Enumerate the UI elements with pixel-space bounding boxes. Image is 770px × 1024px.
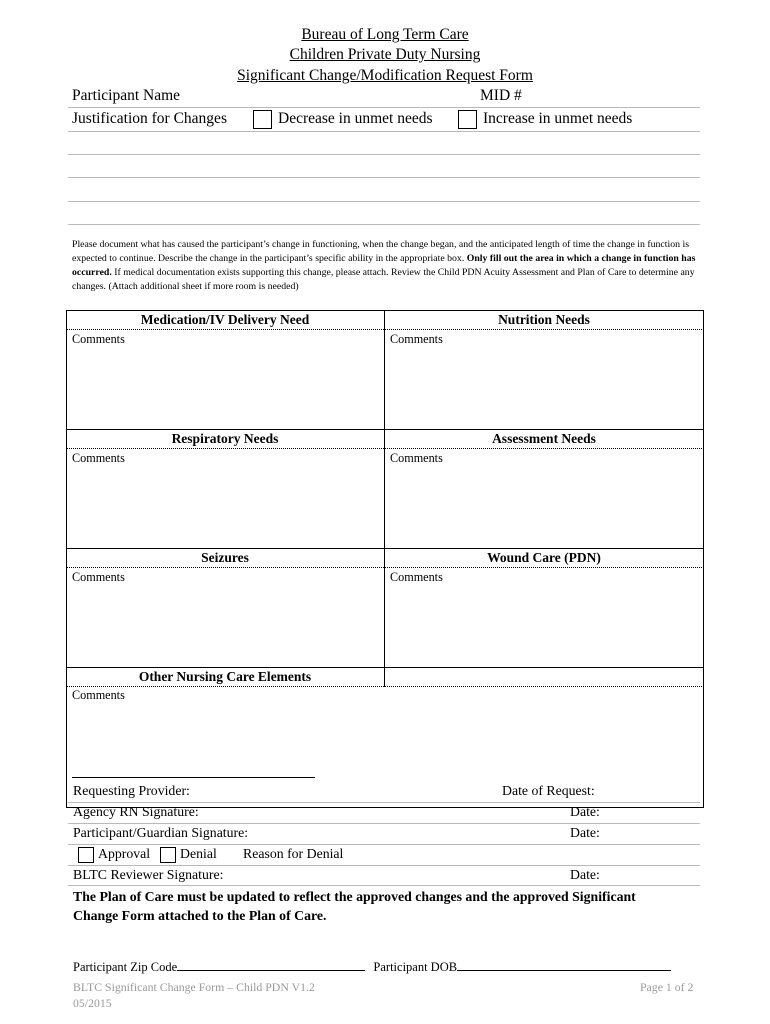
seizures-comments[interactable]: Comments: [72, 570, 125, 584]
reason-for-denial-field[interactable]: [68, 865, 700, 866]
agency-rn-label: Agency RN Signature:: [73, 804, 199, 819]
nutrition-heading: Nutrition Needs: [498, 312, 590, 327]
justification-line[interactable]: [68, 154, 700, 155]
assessment-comments[interactable]: Comments: [390, 451, 443, 465]
reason-for-denial-label: Reason for Denial: [243, 846, 344, 861]
grid-row-line: [66, 667, 704, 668]
form-version: BLTC Significant Change Form – Child PDN V1.2: [73, 980, 315, 994]
notice-line1: The Plan of Care must be updated to reflect the approved changes and the approved Significant: [73, 889, 636, 904]
justification-line[interactable]: [68, 224, 700, 225]
respiratory-comments[interactable]: Comments: [72, 451, 125, 465]
approval-checkbox[interactable]: [78, 847, 94, 863]
participant-guardian-signature-field[interactable]: [68, 844, 700, 845]
header-divider: [66, 567, 384, 568]
denial-checkbox[interactable]: [160, 847, 176, 863]
other-nursing-comments[interactable]: Comments: [72, 688, 125, 702]
header-divider: [66, 448, 384, 449]
dob-label: Participant DOB: [373, 960, 458, 974]
seizures-heading: Seizures: [201, 550, 249, 565]
form-date: 05/2015: [73, 996, 112, 1010]
denial-label: Denial: [180, 846, 217, 861]
comments-underline: [72, 777, 315, 778]
instructions-bold: Only fill out the area in which a change in function has occurred.: [72, 253, 696, 278]
mid-label: MID #: [480, 87, 522, 104]
grid-row-line: [66, 429, 704, 430]
grid-divider: [384, 310, 385, 687]
justification-line[interactable]: [68, 131, 700, 132]
zip-code-label: Participant Zip Code: [73, 960, 178, 974]
form-title-line1: Bureau of Long Term Care: [301, 26, 469, 43]
header-divider: [384, 567, 704, 568]
date-of-request-label: Date of Request:: [502, 783, 595, 798]
form-title-line2: Children Private Duty Nursing: [289, 46, 481, 63]
plan-of-care-notice: [73, 887, 636, 925]
header-divider: [384, 448, 704, 449]
bltc-reviewer-label: BLTC Reviewer Signature:: [73, 867, 224, 882]
nutrition-comments[interactable]: Comments: [390, 332, 443, 346]
participant-name-label: Participant Name: [72, 87, 181, 104]
participant-guardian-label: Participant/Guardian Signature:: [73, 825, 249, 840]
wound-care-comments[interactable]: Comments: [390, 570, 443, 584]
dob-field[interactable]: [457, 959, 671, 971]
grid-row-line: [66, 548, 704, 549]
instructions-text-2: If medical documentation exists supporting this change, please attach. Review the Child PDN Acuity Assessment and Plan of Care to determine any changes. (Attach additional sheet if more room is needed): [72, 267, 695, 292]
page-number: Page 1 of 2: [640, 980, 694, 994]
instructions-paragraph: [72, 238, 702, 294]
zip-dob-row: [73, 959, 671, 975]
increase-label: Increase in unmet needs: [483, 110, 633, 127]
bltc-reviewer-date-label: Date:: [570, 867, 600, 882]
assessment-heading: Assessment Needs: [492, 431, 596, 446]
respiratory-heading: Respiratory Needs: [171, 431, 279, 446]
participant-guardian-date-label: Date:: [570, 825, 600, 840]
instructions-text: Please document what has caused the participant’s change in functioning, when the change began, and the anticipated length of time the change in function is expected to continue. Describe the change in the participant’s specific ability in the appropriate box.: [72, 239, 690, 264]
requesting-provider-field[interactable]: [68, 802, 700, 803]
approval-label: Approval: [98, 846, 151, 861]
participant-name-field[interactable]: [68, 107, 700, 108]
agency-rn-signature-field[interactable]: [68, 823, 700, 824]
form-title-line3: Significant Change/Modification Request Form: [237, 67, 533, 84]
requesting-provider-label: Requesting Provider:: [73, 783, 190, 798]
medication-comments[interactable]: Comments: [72, 332, 125, 346]
decrease-checkbox[interactable]: [253, 110, 272, 129]
header-divider: [384, 329, 704, 330]
notice-line2: Change Form attached to the Plan of Care.: [73, 908, 327, 923]
increase-checkbox[interactable]: [458, 110, 477, 129]
zip-code-field[interactable]: [177, 959, 365, 971]
wound-care-heading: Wound Care (PDN): [487, 550, 601, 565]
bltc-reviewer-signature-field[interactable]: [68, 885, 700, 886]
header-divider: [66, 686, 704, 687]
medication-heading: Medication/IV Delivery Need: [140, 312, 310, 327]
justification-line[interactable]: [68, 177, 700, 178]
header-divider: [66, 329, 384, 330]
justification-line[interactable]: [68, 201, 700, 202]
decrease-label: Decrease in unmet needs: [278, 110, 433, 127]
justification-label: Justification for Changes: [72, 110, 227, 127]
other-nursing-heading: Other Nursing Care Elements: [138, 669, 312, 684]
agency-rn-date-label: Date:: [570, 804, 600, 819]
